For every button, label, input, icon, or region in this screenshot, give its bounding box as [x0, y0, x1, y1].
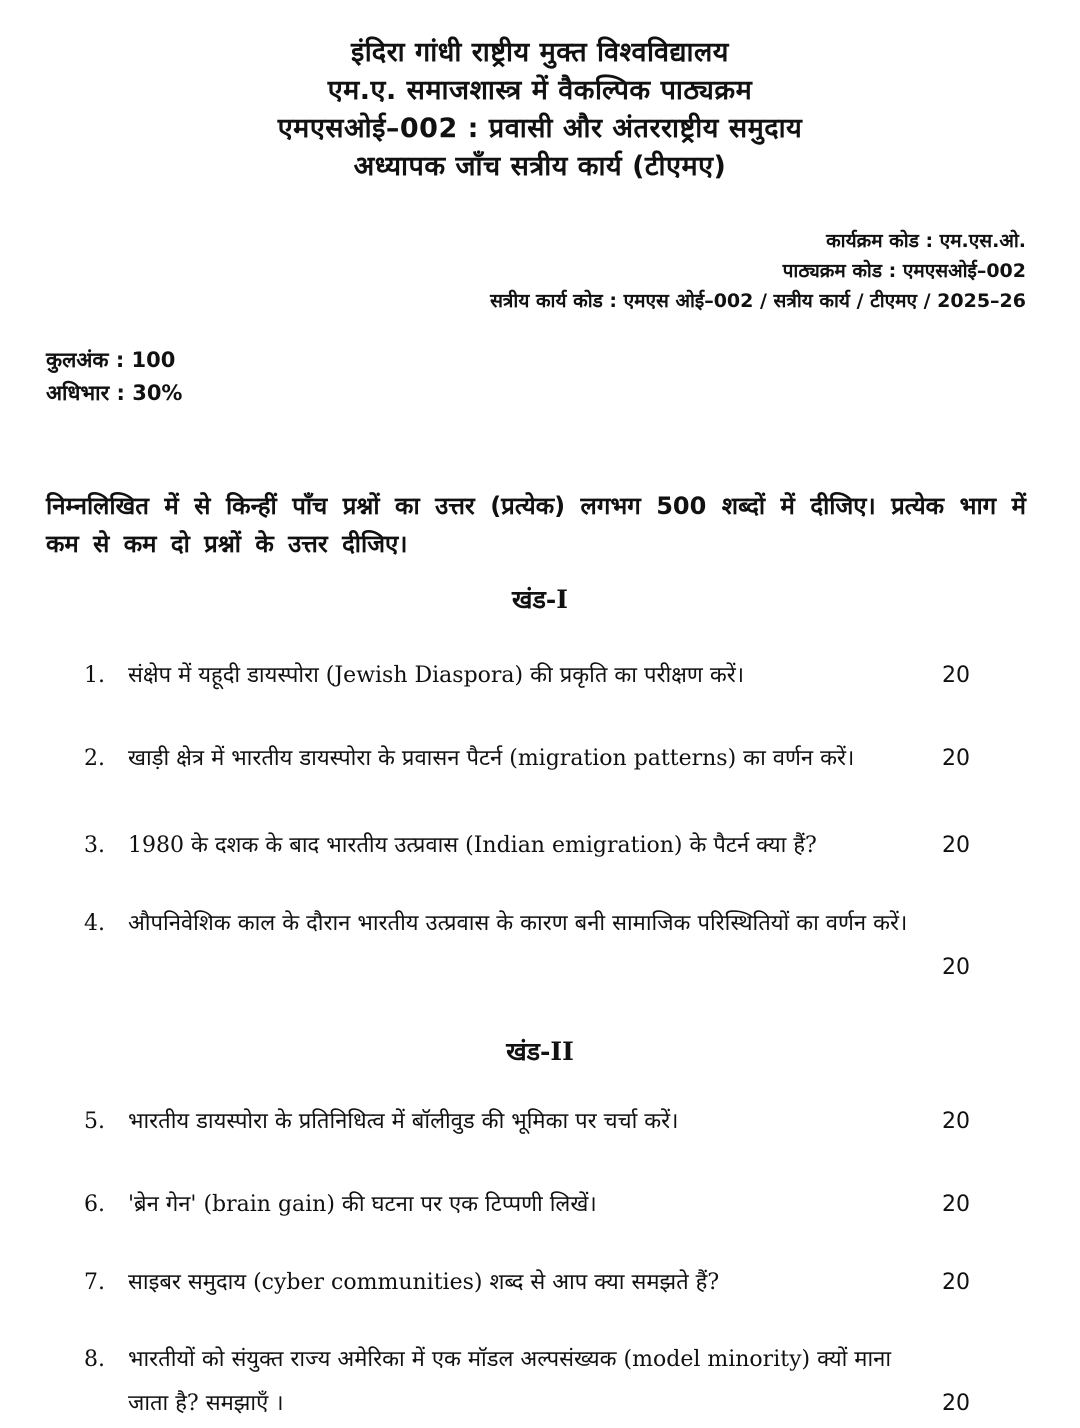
question-marks: 20	[942, 833, 970, 858]
instructions: निम्नलिखित में से किन्हीं पाँच प्रश्नों का उत्तर (प्रत्येक) लगभग 500 शब्दों में दीजिए। प्रत्येक भाग में कम से कम दो प्रश्नों के उत्तर दीजिए।	[46, 492, 1026, 558]
section-heading-2: खंड-II	[506, 1037, 574, 1066]
question-text: साइबर समुदाय (cyber communities) शब्द से आप क्या समझते हैं?	[128, 1270, 720, 1295]
question-marks: 20	[942, 746, 970, 771]
assignment-type: अध्यापक जाँच सत्रीय कार्य (टीएमए)	[353, 151, 727, 182]
course-title: एमएसओई–002 : प्रवासी और अंतरराष्ट्रीय समुदाय	[277, 113, 803, 144]
question-text: 'ब्रेन गेन' (brain gain) की घटना पर एक टिप्पणी लिखें।	[128, 1192, 597, 1217]
question-marks: 20	[942, 1270, 970, 1295]
question-marks: 20	[942, 1391, 970, 1416]
question-text: औपनिवेशिक काल के दौरान भारतीय उत्प्रवास के कारण बनी सामाजिक परिस्थितियों का वर्णन करें।	[128, 911, 908, 936]
question-marks: 20	[942, 663, 970, 688]
question-text: भारतीय डायस्पोरा के प्रतिनिधित्व में बॉलीवुड की भूमिका पर चर्चा करें।	[128, 1109, 679, 1134]
total-marks: कुलअंक : 100	[46, 348, 176, 372]
question-number: 7.	[84, 1270, 105, 1295]
section-heading-1: खंड-I	[512, 585, 568, 614]
question-number: 3.	[84, 833, 105, 858]
question-number: 2.	[84, 746, 105, 771]
question-marks: 20	[942, 1109, 970, 1134]
question-number: 8.	[84, 1347, 105, 1372]
course-code: पाठ्यक्रम कोड : एमएसओई–002	[782, 260, 1026, 282]
question-number: 5.	[84, 1109, 105, 1134]
document-header	[0, 34, 1080, 186]
question-text: 1980 के दशक के बाद भारतीय उत्प्रवास (Indian emigration) के पैटर्न क्या हैं?	[128, 833, 817, 858]
question-text: खाड़ी क्षेत्र में भारतीय डायस्पोरा के प्रवासन पैटर्न (migration patterns) का वर्णन करें।	[128, 746, 855, 771]
programme-title: एम.ए. समाजशास्त्र में वैकल्पिक पाठ्यक्रम	[327, 75, 753, 106]
question-marks: 20	[942, 955, 970, 980]
question-text: भारतीयों को संयुक्त राज्य अमेरिका में एक मॉडल अल्पसंख्यक (model minority) क्यों माना जाता है? समझाएँ ।	[128, 1347, 892, 1416]
question-number: 1.	[84, 663, 105, 688]
question-marks: 20	[942, 1192, 970, 1217]
weightage: अधिभार : 30%	[46, 381, 183, 405]
question-number: 6.	[84, 1192, 105, 1217]
question-text: संक्षेप में यहूदी डायस्पोरा (Jewish Diaspora) की प्रकृति का परीक्षण करें।	[128, 663, 745, 688]
marks-info	[46, 344, 182, 410]
programme-code: कार्यक्रम कोड : एम.एस.ओ.	[826, 230, 1026, 252]
university-name: इंदिरा गांधी राष्ट्रीय मुक्त विश्वविद्यालय	[351, 37, 729, 68]
assignment-code: सत्रीय कार्य कोड : एमएस ओई–002 / सत्रीय कार्य / टीएमए / 2025–26	[490, 290, 1026, 312]
question-number: 4.	[84, 911, 105, 936]
code-block	[490, 226, 1026, 316]
